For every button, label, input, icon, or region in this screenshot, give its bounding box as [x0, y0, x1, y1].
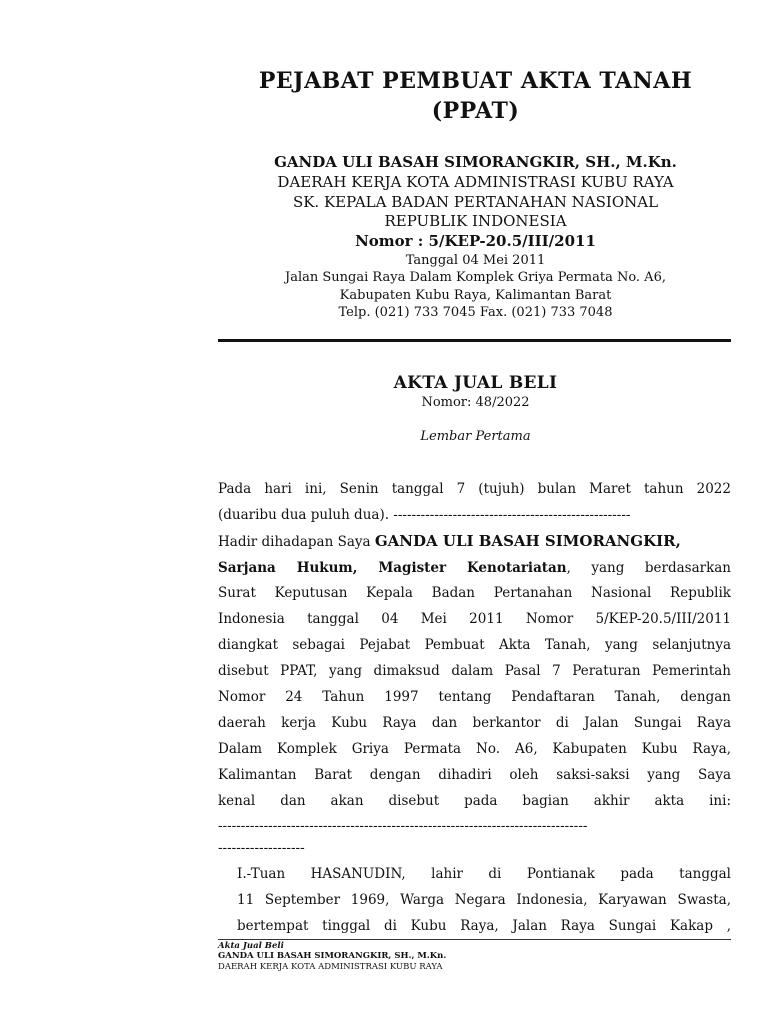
body-line [218, 528, 731, 555]
body-text: Hadir dihadapan Saya [218, 534, 375, 550]
ppat-name: GANDA ULI BASAH SIMORANGKIR, SH., M.Kn. [274, 153, 677, 171]
header-divider [218, 339, 731, 342]
dash-line: --------------------------------------------------------------------------------- [218, 818, 588, 834]
deed-number: Nomor: 48/2022 [421, 395, 530, 410]
footer-doc-title: Akta Jual Beli [218, 941, 284, 951]
degree-2: Magister Kenotariatan [378, 560, 567, 576]
body-line: Nomor 24 Tahun 1997 tentang Pendaftaran Tanah, dengan [218, 689, 731, 705]
body-text: , [675, 532, 681, 550]
party-detail: 11 September 1969, Warga Negara Indonesia, Karyawan Swasta, [237, 892, 731, 908]
dash-line: ------------------- [218, 840, 305, 856]
party-item: I.-Tuan HASANUDIN, lahir di Pontianak pada tanggal [237, 866, 731, 882]
body-line: daerah kerja Kubu Raya dan berkantor di Jalan Sungai Raya [218, 715, 731, 731]
footer-divider [218, 939, 731, 940]
phone-fax: Telp. (021) 733 7045 Fax. (021) 733 7048 [338, 305, 613, 320]
body-line: Surat Keputusan Kepala Badan Pertanahan Nasional Republik [218, 585, 731, 601]
body-line: Pada hari ini, Senin tanggal 7 (tujuh) bulan Maret tahun 2022 [218, 481, 731, 497]
sk-line-1: SK. KEPALA BADAN PERTANAHAN NASIONAL [292, 193, 659, 211]
body-line: disebut PPAT, yang dimaksud dalam Pasal 7 Peraturan Pemerintah [218, 663, 731, 679]
ppat-name-inline: GANDA ULI BASAH SIMORANGKIR [374, 532, 676, 550]
body-line: Kalimantan Barat dengan dihadiri oleh saksi-saksi yang Saya [218, 767, 731, 783]
footer-region: DAERAH KERJA KOTA ADMINISTRASI KUBU RAYA [218, 962, 443, 972]
body-text: , [352, 560, 379, 576]
body-line: Dalam Komplek Griya Permata No. A6, Kabupaten Kubu Raya, [218, 741, 731, 757]
decree-number: Nomor : 5/KEP-20.5/III/2011 [355, 232, 596, 250]
footer-name: GANDA ULI BASAH SIMORANGKIR, SH., M.Kn. [218, 951, 447, 961]
decree-date: Tanggal 04 Mei 2011 [405, 253, 546, 268]
degree-1: Sarjana Hukum [218, 560, 353, 576]
body-line [218, 555, 731, 581]
deed-sheet: Lembar Pertama [420, 429, 531, 444]
address-line-2: Kabupaten Kubu Raya, Kalimantan Barat [339, 288, 612, 303]
deed-title: AKTA JUAL BELI [393, 373, 558, 393]
address-line-1: Jalan Sungai Raya Dalam Komplek Griya Permata No. A6, [285, 270, 666, 285]
party-detail: bertempat tinggal di Kubu Raya, Jalan Raya Sungai Kakap , [237, 918, 731, 934]
body-line: (duaribu dua puluh dua). ---------------------------------------------------- [218, 507, 631, 523]
office-title: PEJABAT PEMBUAT AKTA TANAH [258, 68, 693, 94]
office-abbreviation: (PPAT) [431, 98, 520, 124]
sk-line-2: REPUBLIK INDONESIA [384, 212, 567, 230]
body-line: kenal dan akan disebut pada bagian akhir akta ini: [218, 793, 731, 809]
body-line: Indonesia tanggal 04 Mei 2011 Nomor 5/KEP-20.5/III/2011 [218, 611, 731, 627]
work-region: DAERAH KERJA KOTA ADMINISTRASI KUBU RAYA [277, 173, 674, 191]
body-text: , yang berdasarkan [566, 560, 731, 576]
body-line: diangkat sebagai Pejabat Pembuat Akta Tanah, yang selanjutnya [218, 637, 731, 653]
